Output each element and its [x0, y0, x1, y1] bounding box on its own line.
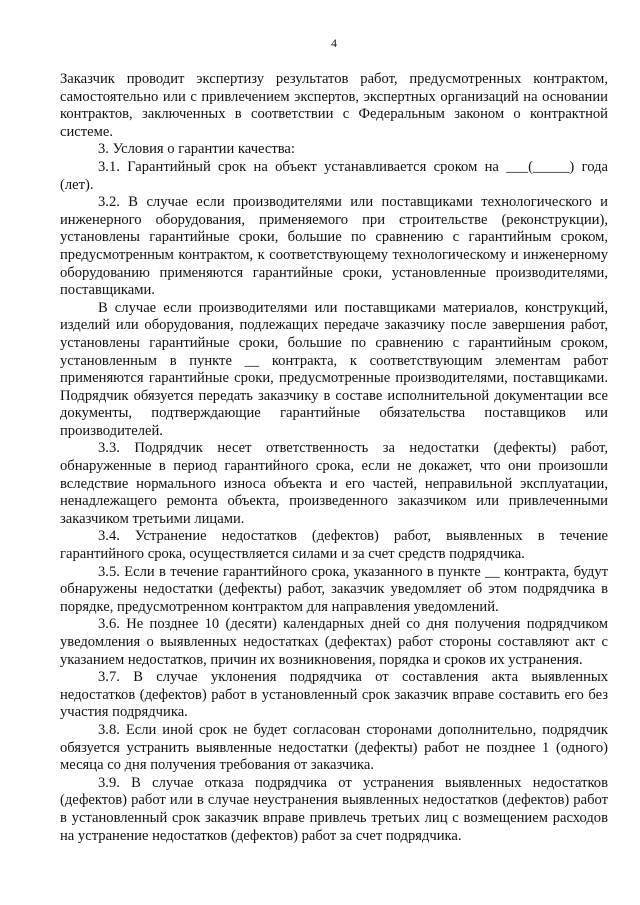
clause-3-8: 3.8. Если иной срок не будет согласован сторонами дополнительно, подрядчик обязуется устранить выявленные недостатки (дефекты) работ не позднее 1 (одного) месяца со дня получения требования от заказчика. — [60, 721, 608, 774]
page-number: 4 — [331, 36, 337, 50]
document-page — [60, 36, 608, 845]
clause-3-7: 3.7. В случае уклонения подрядчика от составления акта выявленных недостатков (дефектов) работ в установленный срок заказчик вправе составить его без участия подрядчика. — [60, 669, 608, 721]
clause-3-6: 3.6. Не позднее 10 (десяти) календарных дней со дня получения подрядчиком уведомления о выявленных недостатках (дефектах) работ стороны составляют акт с указанием недостатков, причин их возникновения, порядка и сроков их устранения. — [60, 616, 608, 668]
paragraph-expertise: Заказчик проводит экспертизу результатов работ, предусмотренных контрактом, самостоятельно или с привлечением экспертов, экспертных организаций на основании контрактов, заключенных в соответствии с Федеральным законом о контрактной системе. — [60, 71, 608, 140]
clause-3-2-continued: В случае если производителями или поставщиками материалов, конструкций, изделий или оборудования, подлежащих передаче заказчику после завершения работ, установлены гарантийные сроки, большие по сравнению с гарантийным сроком, установленным в пункте __ контракта, к соответствующим элементам работ применяются гарантийные сроки, предусмотренные производителями, поставщиками. Подрядчик обязуется передать заказчику в составе исполнительной документации все документы, подтверждающие гарантийные обязательства поставщиков или производителей. — [60, 299, 608, 439]
clause-3-4: 3.4. Устранение недостатков (дефектов) работ, выявленных в течение гарантийного срока, осуществляется силами и за счет средств подрядчика. — [60, 528, 608, 563]
clause-3-3: 3.3. Подрядчик несет ответственность за недостатки (дефекты) работ, обнаруженные в период гарантийного срока, если не докажет, что они произошли вследствие нормального износа объекта и его частей, неправильной эксплуатации, ненадлежащего ремонта объекта, произведенного заказчиком или привлеченными заказчиком третьими лицами. — [60, 440, 608, 527]
clause-3-1: 3.1. Гарантийный срок на объект устанавливается сроком на ___(_____) года (лет). — [60, 158, 608, 193]
section-heading-warranty: 3. Условия о гарантии качества: — [98, 141, 295, 158]
clause-3-2: 3.2. В случае если производителями или поставщиками технологического и инженерного оборудования, применяемого при строительстве (реконструкции), установлены гарантийные сроки, большие по сравнению с гарантийным сроком, предусмотренным контрактом, к соответствующему технологическому и инженерному оборудованию применяются гарантийные сроки, установленные производителями, поставщиками. — [60, 194, 608, 299]
clause-3-9: 3.9. В случае отказа подрядчика от устранения выявленных недостатков (дефектов) работ или в случае неустранения выявленных недостатков (дефектов) работ в установленный срок заказчик вправе привлечь третьих лиц с возмещением расходов на устранение недостатков (дефектов) работ за счет подрядчика. — [60, 774, 608, 844]
clause-3-5: 3.5. Если в течение гарантийного срока, указанного в пункте __ контракта, будут обнаружены недостатки (дефекты) работ, заказчик уведомляет об этом подрядчика в порядке, предусмотренном контрактом для направления уведомлений. — [60, 563, 608, 615]
